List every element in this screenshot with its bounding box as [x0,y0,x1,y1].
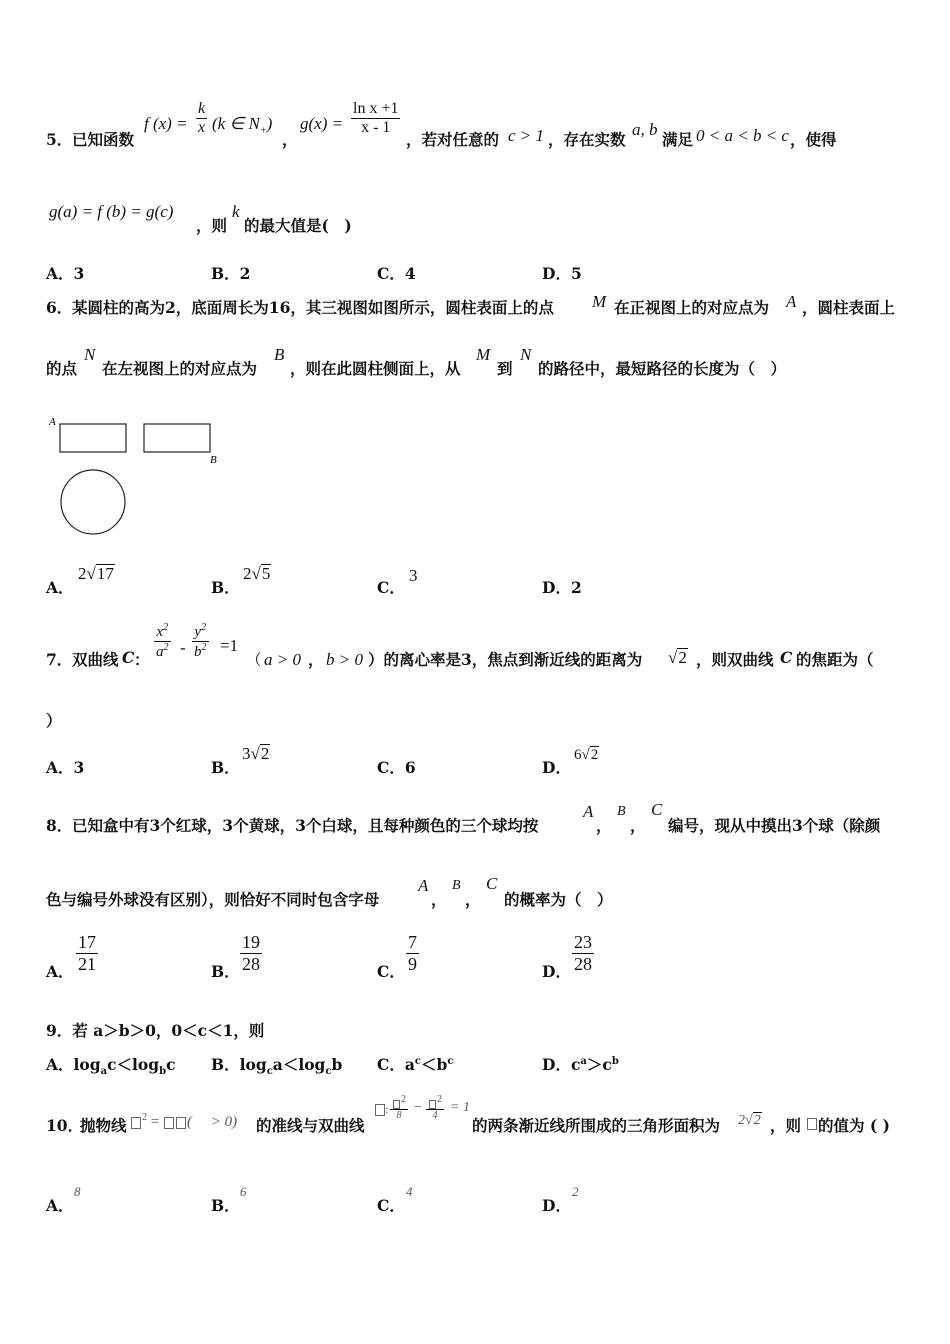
q5-option-b-label: B． [211,264,240,283]
q10-hyp-num-1: 2 [401,1094,406,1105]
q6-option-c-value: 3 [409,566,418,585]
q8-option-c[interactable] [377,960,405,982]
q10-option-b-label: B． [211,1196,240,1215]
q7-y-frac [192,622,209,661]
q6-text-2: 在正视图上的对应点为 [614,298,770,317]
q6-text-4: 的点 [46,359,78,378]
q7-cond-a: a > 0 [264,650,301,669]
q7-text-3: ，则双曲线 [696,650,774,669]
q6-option-b[interactable] [211,576,240,598]
q8-option-c-value [406,932,419,975]
q5-text-1: 已知函数 [72,130,135,149]
q6-number: 6． [46,298,73,317]
q5-option-d-label: D． [542,264,571,283]
q5-k: k [232,202,240,221]
q5-option-b[interactable] [211,262,250,284]
q8-option-a-den: 21 [78,954,96,974]
q8-letter-b: B [617,804,626,819]
q6-option-a-label: A． [46,578,74,597]
q8-text-1: 已知盒中有3个红球，3个黄球，3个白球，且每种颜色的三个球均按 [72,816,539,835]
q6-option-d-value: 2 [570,578,582,597]
q7-a-exp: 2 [163,642,169,653]
q7-option-d[interactable] [542,756,571,778]
q9-option-d-s2: b [611,1055,619,1067]
q5-option-d[interactable] [542,262,582,284]
q9-option-d-label: D． [542,1055,571,1074]
q5-f-lhs: f (x) = [144,114,188,133]
q7-text-2: ）的离心率是3，焦点到渐近线的距离为 [368,650,643,669]
q5-f-den: x [198,119,206,136]
q6-text-1: 某圆柱的高为2，底面周长为16，其三视图如图所示，圆柱表面上的点 [72,298,554,317]
q6-text-8: 的路径中，最短路径的长度为（ ） [538,359,787,378]
q5-g-num: ln x +1 [353,100,399,117]
q10-hyp-num-2: 2 [437,1094,442,1105]
q9-option-c-label: C． [377,1055,405,1074]
q6-option-b-label: B． [211,578,240,597]
q8-option-b-den: 28 [242,954,260,974]
q9-option-a-label: A． [46,1055,74,1074]
q9-option-d[interactable] [542,1053,619,1075]
q10-y-exp: 2 [142,1112,147,1123]
q6-option-c-label: C． [377,578,405,597]
q7-number: 7． [46,650,73,669]
q5-text-7: 的最大值是( ) [244,216,352,235]
q10-option-a-value: 8 [74,1184,81,1199]
q7-option-b-radicand: 2 [260,744,270,763]
q9-option-d-p2: ＞c [586,1055,612,1074]
q7-text-5: ） [46,711,62,730]
q9-number: 9． [46,1021,73,1040]
q5-equation: g(a) = f (b) = g(c) [49,202,174,221]
q6-option-a-radicand: 17 [96,564,114,583]
q10-hyp-frac-2 [426,1094,444,1121]
q7-text-1: 双曲线 [72,650,119,669]
q6-text-6: ，则在此圆柱侧面上，从 [290,359,461,378]
q10-option-c-value: 4 [406,1184,413,1199]
q7-option-c[interactable] [377,756,416,778]
q10-option-a-label: A． [46,1196,74,1215]
q6-front-view [60,424,126,452]
q8-text-2: 编号，现从中摸出3个球（除颜 [668,816,881,835]
q10-area-radicand: 2 [753,1113,761,1128]
q9-text: 若 a＞b＞0，0＜c＜1，则 [72,1021,265,1040]
q9-options [46,1053,646,1078]
q5-option-d-value: 5 [570,264,582,283]
q7-distance-radicand: 2 [678,648,687,667]
q8-option-d[interactable] [542,960,571,982]
q7-option-d-coef: 6 [574,747,582,763]
q10-hyperbola-eq [374,1094,474,1130]
q6-text-7: 到 [497,359,513,378]
q7-option-b-coef: 3 [242,744,251,763]
q7-curve-c-2: C [780,648,793,667]
q5-text-6: ，则 [196,216,228,235]
q7-b-exp: 2 [201,642,207,653]
q10-placeholder-y [131,1117,141,1129]
q9-option-a-p2: c＜log [107,1055,160,1074]
q5-c-cond: c > 1 [508,126,545,145]
q9-option-a-s2: b [159,1066,167,1078]
q6-option-d-label: D． [542,578,571,597]
q7-option-d-radicand: 2 [590,747,599,763]
q7-option-d-value: 6√2 [574,747,599,763]
q6-options [46,562,646,597]
q6-option-b-value: 2√5 [243,564,271,583]
q9-option-a-p3: c [166,1055,176,1074]
q9-option-b-s1: c [266,1066,273,1078]
q6-option-a[interactable] [46,576,74,598]
q7-option-b-label: B． [211,758,240,777]
q8-letter-c: C [651,800,663,819]
q5-option-a-label: A． [46,264,74,283]
q7-text-4: 的焦距为（ [796,650,874,669]
q7-cond-sep: ， [308,650,324,669]
q10-equals: = [147,1114,163,1130]
q10-text-3: 的两条渐近线所围成的三角形面积为 [472,1116,721,1135]
q10-option-d-value: 2 [572,1184,579,1199]
q9-option-b[interactable] [211,1053,342,1077]
q7-cond-b: b > 0 [326,650,363,669]
q7-option-d-label: D． [542,758,571,777]
q9-option-a-s1: a [100,1066,108,1078]
q10-hyp-frac-1 [390,1094,408,1121]
q5-f-cond-sub: + [259,125,267,137]
q9-option-c[interactable] [377,1053,453,1075]
q7-distance: √2 [668,648,687,667]
q8-option-a[interactable] [46,960,74,982]
q6-figure-label-b: B [210,454,217,466]
q9-option-d-p1: c [570,1055,581,1074]
q5-ab: a, b [632,120,658,139]
q6-figure-label-a: A [49,416,56,428]
q6-side-view [144,424,210,452]
q7-cond-open: （ [246,651,262,669]
q6-option-b-coef: 2 [243,564,252,583]
q9-option-b-p2: a＜log [272,1055,326,1074]
q8-option-a-label: A． [46,962,74,981]
q7-y: y [194,624,202,640]
q6-point-n-2: N [520,345,532,364]
q5-options [46,262,646,282]
q5-option-c[interactable] [377,262,416,284]
q10-hyp-minus: − [414,1100,422,1115]
q8-sep-4: ， [465,890,481,909]
q8-option-c-num: 7 [408,932,417,952]
q7-a: a [156,644,164,660]
q8-option-b-value [240,932,262,975]
q6-option-a-value: 2√17 [78,564,114,583]
q10-parabola-eq [130,1110,237,1131]
q8-sep-1: ， [596,816,612,835]
q8-option-c-label: C． [377,962,405,981]
q10-option-d[interactable] [542,1194,571,1216]
q10-area-coef: 2 [738,1113,745,1128]
q8-options [46,932,646,982]
q8-number: 8． [46,816,73,835]
q10-placeholder-coef [164,1117,174,1129]
q5-g-den: x - 1 [361,119,391,136]
q5-option-c-value: 4 [404,264,416,283]
q9-option-c-p2: ＜b [420,1055,448,1074]
q9-option-b-s2: c [325,1066,332,1078]
q9-option-b-p3: b [331,1055,343,1074]
q5-inequality: 0 < a < b < c [696,126,789,145]
q7-equals-one: =1 [220,636,239,655]
q7-b: b [194,644,202,660]
q9-option-c-s1: c [414,1055,421,1067]
q5-option-c-label: C． [377,264,405,283]
q7-option-c-label: C． [377,758,405,777]
q8-sep-2: ， [630,816,646,835]
q10-hyp-den-2: 4 [432,1110,438,1122]
q5-g-frac [351,100,400,137]
q8-option-b-num: 19 [242,932,260,952]
q7-option-a[interactable] [46,756,84,778]
q7-minus: - [180,638,186,657]
q6-top-view [61,470,125,534]
q8-letter-a-2: A [418,876,429,895]
q7-y-exp: 2 [201,622,207,633]
q5-f-cond-text: (k ∈ N [212,114,260,133]
q10-text-2: 的准线与双曲线 [256,1116,365,1135]
q5-option-a-value: 3 [73,264,85,283]
q10-placeholder-x [176,1117,186,1129]
q10-option-c[interactable] [377,1194,405,1216]
q8-option-d-label: D． [542,962,571,981]
q6-option-c[interactable] [377,576,405,598]
q5-comma: ， [282,130,298,149]
q9-option-d-s1: a [580,1055,587,1067]
q5-f-num: k [198,100,206,117]
q8-option-a-value [76,932,98,975]
q6-three-view-figure [46,412,236,542]
q5-g-lhs: g(x) = [300,114,344,133]
q10-options [46,1184,646,1215]
q7-curve-c: C [122,648,135,667]
q6-point-m-2: M [476,345,491,364]
q10-condition: ( > 0) [186,1114,238,1130]
q9-option-b-label: B． [211,1055,240,1074]
q8-sep-3: ， [431,890,447,909]
q6-point-a: A [786,292,797,311]
q9-option-c-s2: c [447,1055,454,1067]
q7-option-b-value: 3√2 [242,744,270,763]
q10-number: 10． [46,1116,84,1135]
q8-letter-c-2: C [486,874,498,893]
q6-text-3: ，圆柱表面上 [802,298,896,317]
q8-option-c-den: 9 [408,954,417,974]
q9-option-b-p1: log [239,1055,267,1074]
q6-option-d[interactable] [542,576,582,598]
q5-text-3: ，存在实数 [548,130,626,149]
q10-option-b-value: 6 [240,1184,247,1199]
q6-point-m: M [592,292,607,311]
q5-text-2: ，若对任意的 [406,130,500,149]
q10-text-1: 抛物线 [80,1116,127,1135]
q8-text-4: 的概率为（ ） [504,890,613,909]
q6-point-n: N [84,345,96,364]
q10-option-c-label: C． [377,1196,405,1215]
q10-option-a[interactable] [46,1194,74,1216]
q6-text-5: 在左视图上的对应点为 [102,359,258,378]
q7-option-c-value: 6 [404,758,416,777]
q5-option-b-value: 2 [239,264,251,283]
q5-f-cond-end: ) [266,114,273,133]
q10-text-4: ，则 [770,1116,802,1135]
q8-letter-b-2: B [452,878,461,893]
q7-x-exp: 2 [163,622,169,633]
q5-number: 5． [46,130,73,149]
q7-option-a-value: 3 [73,758,85,777]
q8-option-a-num: 17 [78,932,96,952]
q10-text-5: 的值为 ( ) [818,1116,890,1135]
q10-placeholder-x2 [393,1100,400,1109]
q8-option-b-label: B． [211,962,240,981]
q9-option-c-p1: a [404,1055,415,1074]
q10-hyp-equals-one: = 1 [450,1100,470,1115]
q5-option-a[interactable] [46,262,84,284]
q5-f-cond [212,114,272,136]
q7-x: x [156,624,164,640]
q6-point-b: B [274,345,285,364]
q10-hyp-den-1: 8 [396,1110,402,1122]
q8-option-d-den: 28 [574,954,592,974]
q10-hyp-colon: : [385,1102,389,1116]
q7-colon: ： [134,650,150,669]
q10-option-d-label: D． [542,1196,571,1215]
q6-option-b-radicand: 5 [261,564,271,583]
q9-option-a-p1: log [73,1055,101,1074]
q8-option-d-num: 23 [574,932,592,952]
q7-options [46,742,646,777]
q9-option-a[interactable] [46,1053,176,1077]
q8-text-3: 色与编号外球没有区别），则恰好不同时包含字母 [46,890,380,909]
q10-placeholder-y2 [429,1100,436,1109]
q7-x-frac [154,622,171,661]
q7-option-a-label: A． [46,758,74,777]
q6-option-a-coef: 2 [78,564,87,583]
q8-option-d-value [572,932,594,975]
q10-area: 2√2 [738,1113,761,1128]
q10-placeholder-name [375,1104,385,1116]
q8-option-b[interactable] [211,960,240,982]
q5-text-4: 满足 [662,130,694,149]
q7-option-b[interactable] [211,756,240,778]
q10-option-b[interactable] [211,1194,240,1216]
q10-placeholder-p [807,1118,817,1130]
q5-f-frac [196,100,207,137]
q8-letter-a: A [583,802,594,821]
q5-text-5: ，使得 [790,130,837,149]
q9-line1 [46,1019,264,1041]
